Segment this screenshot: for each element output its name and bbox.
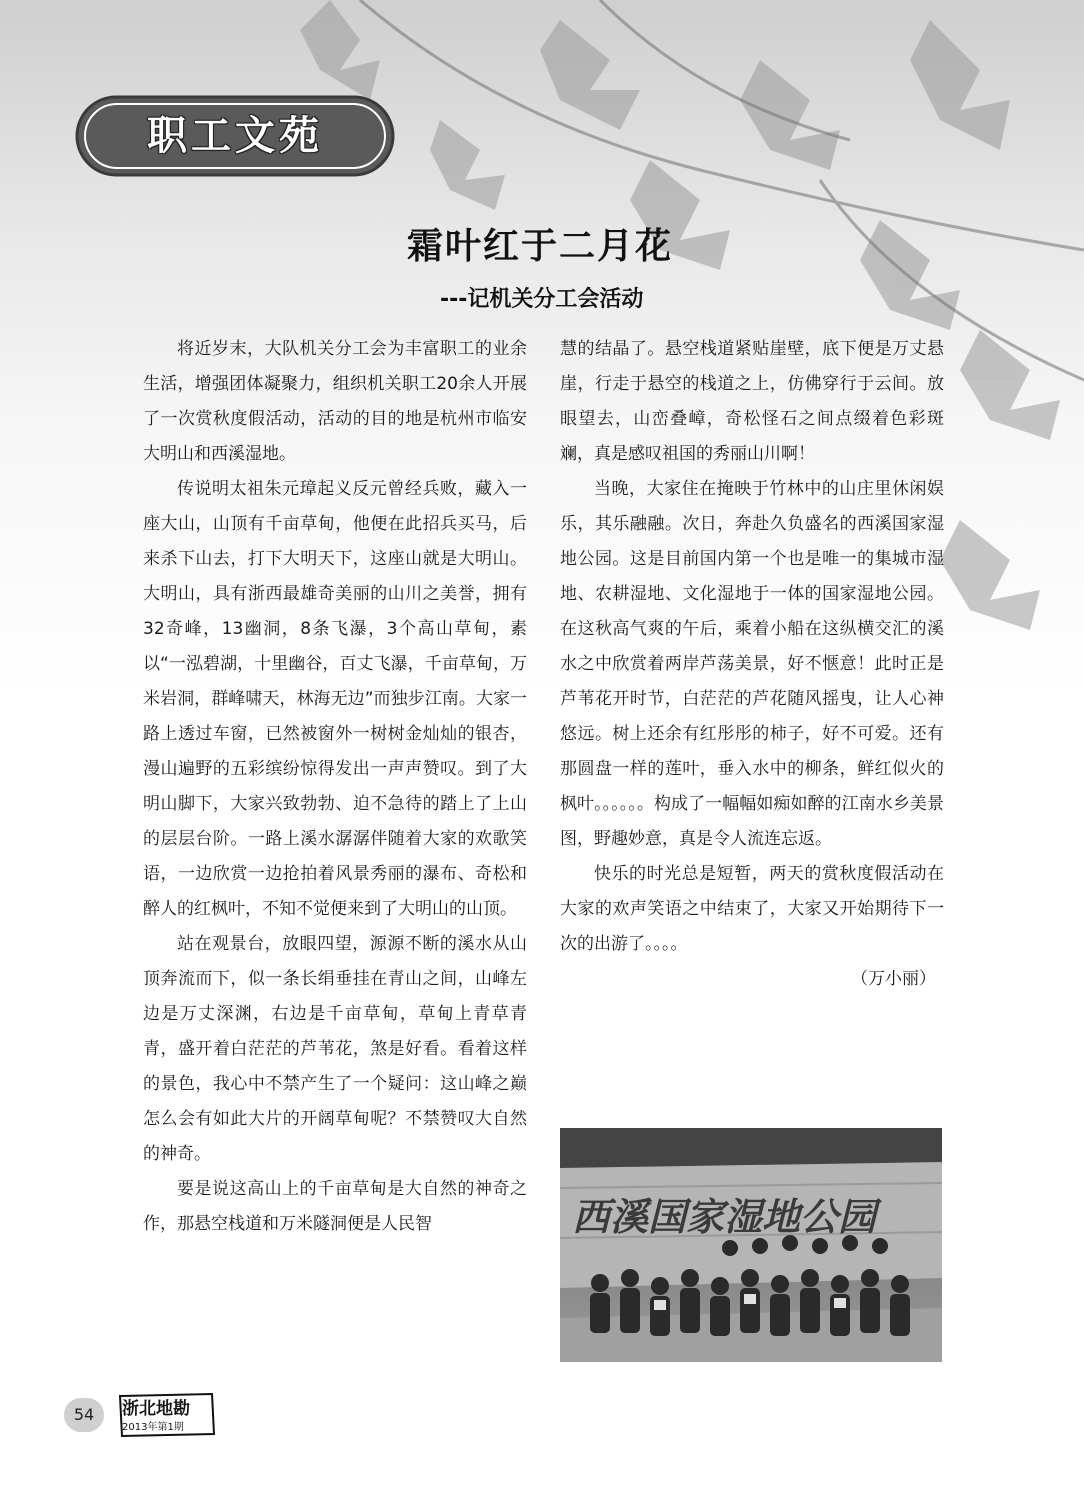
page-number: 54 [64,1398,104,1432]
paragraph: 当晚，大家住在掩映于竹林中的山庄里休闲娱乐，其乐融融。次日，奔赴久负盛名的西溪国家湿地公园。这是目前国内第一个也是唯一的集城市湿地、农耕湿地、文化湿地于一体的国家湿地公园。在这秋高气爽的午后，乘着小船在这纵横交汇的溪水之中欣赏着两岸芦荡美景，好不惬意！此时正是芦苇花开时节，白茫茫的芦花随风摇曳，让人心神悠远。树上还余有红彤彤的柿子，好不可爱。还有那圆盘一样的莲叶，垂入水中的柳条，鲜红似火的枫叶。。。。。。构成了一幅幅如痴如醉的江南水乡美景图，野趣妙意，真是令人流连忘返。 [560,479,944,849]
paragraph: 将近岁末，大队机关分工会为丰富职工的业余生活，增强团体凝聚力，组织机关职工20余人开展了一次赏秋度假活动，活动的目的地是杭州市临安大明山和西溪湿地。 [143,339,527,464]
paragraph: 慧的结晶了。悬空栈道紧贴崖壁，底下便是万丈悬崖，行走于悬空的栈道之上，仿佛穿行于云间。放眼望去，山峦叠嶂，奇松怪石之间点缀着色彩斑斓，真是感叹祖国的秀丽山川啊！ [560,339,944,464]
article-title: 霜叶红于二月花 [406,226,673,267]
section-banner-label: 职工文苑 [147,113,323,159]
article-author: （万小丽） [851,969,936,989]
photo-sign-text: 西溪国家湿地公园 [572,1194,877,1239]
article-subtitle: ---记机关分工会活动 [440,287,644,312]
article-right-column [560,332,944,997]
paragraph: 快乐的时光总是短暂，两天的赏秋度假活动在大家的欢声笑语之中结束了，大家又开始期待下一次的出游了。。。。 [560,864,944,954]
section-banner [75,95,395,177]
paragraph: 站在观景台，放眼四望，源源不断的溪水从山顶奔流而下，似一条长绢垂挂在青山之间，山峰左边是万丈深渊，右边是千亩草甸，草甸上青草青青，盛开着白茫茫的芦苇花，煞是好看。看着这样的景色，我心中不禁产生了一个疑问：这山峰之巅怎么会有如此大片的开阔草甸呢？不禁赞叹大自然的神奇。 [143,934,527,1164]
paragraph: 传说明太祖朱元璋起义反元曾经兵败，藏入一座大山，山顶有千亩草甸，他便在此招兵买马，后来杀下山去，打下大明天下，这座山就是大明山。大明山，具有浙西最雄奇美丽的山川之美誉，拥有32奇峰，13幽洞，8条飞瀑，3个高山草甸，素以“一泓碧湖，十里幽谷，百丈飞瀑，千亩草甸，万米岩洞，群峰啸天，林海无边”而独步江南。大家一路上透过车窗，已然被窗外一树树金灿灿的银杏，漫山遍野的五彩缤纷惊得发出一声声赞叹。到了大明山脚下，大家兴致勃勃、迫不急待的踏上了上山的层层台阶。一路上溪水潺潺伴随着大家的欢歌笑语，一边欣赏一边抢拍着风景秀丽的瀑布、奇松和醉人的红枫叶，不知不觉便来到了大明山的山顶。 [143,479,527,919]
article-left-column [143,332,527,1242]
magazine-issue: 2013年第1期 [122,1422,184,1433]
group-photo [560,1128,942,1362]
magazine-name: 浙北地勘 [122,1399,190,1419]
magazine-logo [118,1392,216,1438]
paragraph: 要是说这高山上的千亩草甸是大自然的神奇之作，那悬空栈道和万米隧洞便是人民智 [143,1179,527,1234]
